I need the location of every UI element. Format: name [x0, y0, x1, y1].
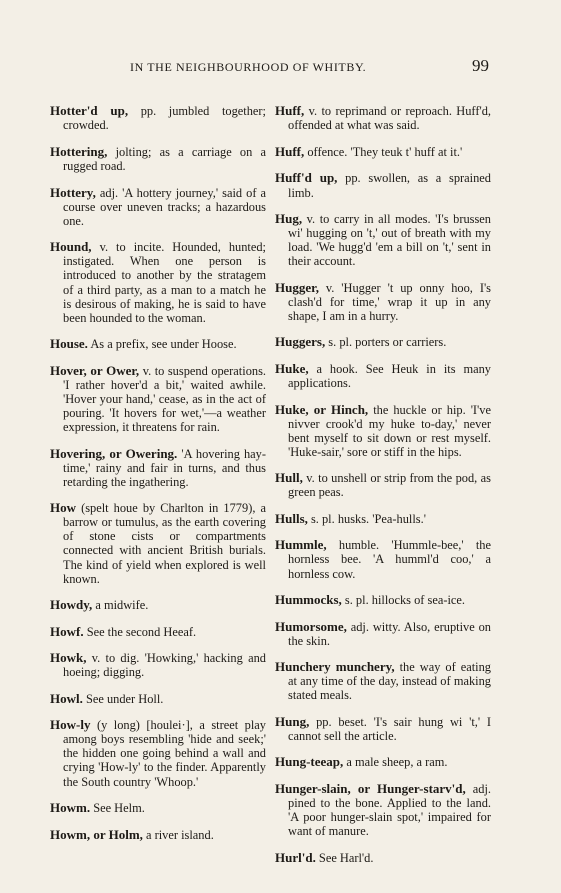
headword: Hurl'd. [275, 849, 316, 865]
definition: (spelt houe by Charlton in 1779), a barrow or tumulus, as the earth covering of stone cists or compartments connected with ancient British burials. The kind of yield when explored is well known. [63, 501, 266, 586]
dictionary-entry [275, 145, 491, 159]
dictionary-entry [50, 240, 266, 325]
definition: adj. witty. Also, eruptive on the skin. [288, 619, 491, 648]
headword: Hummle, [275, 537, 327, 553]
left-column [50, 92, 266, 845]
headword: Huggers, [275, 334, 326, 350]
headword: Huff, [275, 143, 305, 159]
headword: Hottery, [50, 184, 96, 200]
dictionary-entry [275, 335, 491, 349]
dictionary-entry [50, 501, 266, 586]
definition: the huckle or hip. 'I've nivver crook'd my huke to-day,' never bent myself to sit down or rest myself. 'Huke-sair,' sore or stiff in the hips. [288, 402, 491, 459]
dictionary-entry [50, 651, 266, 679]
headword: Huke, or Hinch, [275, 401, 369, 417]
dictionary-entry [50, 186, 266, 228]
definition: the way of eating at any time of the day, instead of making stated meals. [288, 660, 491, 703]
dictionary-entry [50, 828, 266, 842]
definition: v. to unshell or strip from the pod, as green peas. [288, 471, 491, 500]
headword: Hottering, [50, 143, 108, 159]
dictionary-entry [50, 364, 266, 434]
dictionary-entry [50, 104, 266, 132]
dictionary-entry [275, 362, 491, 390]
definition: See under Holl. [82, 691, 164, 706]
right-column [275, 92, 491, 868]
headword: Hung, [275, 713, 310, 729]
page-number: 99 [472, 56, 489, 75]
dictionary-entry [275, 512, 491, 526]
dictionary-entry [50, 337, 266, 351]
definition: a river island. [142, 827, 214, 842]
headword: How-ly [50, 717, 91, 733]
headword: Hover, or Ower, [50, 362, 140, 378]
definition: v. to reprimand or reproach. Huff'd, offended at what was said. [288, 104, 491, 133]
headword: How [50, 500, 76, 516]
dictionary-entry [275, 755, 491, 769]
headword: Huff'd up, [275, 170, 338, 186]
definition: a hook. See Heuk in its many applications. [288, 361, 491, 391]
headword: Hulls, [275, 510, 308, 526]
definition: As a prefix, see under Hoose. [87, 337, 237, 352]
headword: Howl. [50, 690, 83, 706]
definition: offence. 'They teuk t' huff at it.' [304, 144, 463, 159]
headword: Hug, [275, 211, 303, 227]
definition: humble. 'Hummle-bee,' the hornless bee. 'A humml'd coo,' a hornless cow. [288, 538, 491, 581]
definition: v. to incite. Hounded, hunted; instigated. When one person is introduced to another by the stratagem of a third party, as a man to a match he is desirous of making, he is said to have been hounded to the woman. [63, 240, 266, 325]
headword: Hunger-slain, or Hunger-starv'd, [275, 780, 466, 796]
headword: Howdy, [50, 597, 93, 613]
definition: See Harl'd. [315, 850, 374, 865]
dictionary-entry [275, 620, 491, 648]
definition: See the second Heeaf. [83, 624, 197, 639]
headword: Humorsome, [275, 618, 347, 634]
definition: s. pl. porters or carriers. [325, 335, 447, 350]
dictionary-entry [275, 403, 491, 459]
definition: See Helm. [90, 801, 145, 816]
definition: pp. beset. 'I's sair hung wi 't,' I cannot sell the article. [288, 714, 491, 743]
headword: Huke, [275, 360, 309, 376]
headword: Howk, [50, 650, 87, 666]
definition: adj. 'A hottery journey,' said of a course over uneven tracks; a hazardous one. [63, 185, 266, 228]
dictionary-entry [275, 782, 491, 838]
dictionary-entry [275, 171, 491, 199]
definition: jolting; as a carriage on a rugged road. [63, 144, 266, 174]
dictionary-entry [275, 104, 491, 132]
dictionary-entry [275, 851, 491, 865]
headword: Howm, or Holm, [50, 826, 143, 842]
dictionary-entry [50, 145, 266, 173]
definition: v. to dig. 'Howking,' hacking and hoeing; digging. [63, 651, 266, 680]
dictionary-entry [275, 538, 491, 580]
headword: Hung-teeap, [275, 754, 344, 770]
definition: (y long) [houlei·], a street play among boys resembling 'hide and seek;' the hidden one going behind a wall and crying 'How-ly' to the finder. Apparently the South country 'Whoop.' [63, 718, 266, 789]
running-header [130, 56, 489, 75]
dictionary-entry [275, 281, 491, 323]
dictionary-entry [50, 801, 266, 815]
definition: v. to suspend operations. 'I rather hover'd a bit,' waited awhile. 'Hover your hand,' cease, as in the act of pouring. 'It hovers for wet,'—a weather expression, it threatens for rain. [63, 363, 267, 435]
headword: Howm. [50, 800, 91, 816]
definition: adj. pined to the bone. Applied to the land. 'A poor hunger-slain spot,' impaired for want of manure. [288, 781, 491, 839]
dictionary-entry [50, 447, 266, 489]
definition: v. to carry in all modes. 'I's brussen wi' hugging on 't,' out of breath with my load. 'We hugg'd 'em a bill on 't,' sent in their account. [288, 212, 491, 269]
dictionary-entry [50, 598, 266, 612]
definition: 'A hovering hay-time,' rainy and fair in turns, and thus retarding the ingathering. [63, 446, 266, 489]
definition: pp. swollen, as a sprained limb. [288, 171, 491, 200]
dictionary-entry [275, 212, 491, 268]
dictionary-entry [50, 718, 266, 788]
dictionary-entry [275, 715, 491, 743]
headword: Hummocks, [275, 592, 342, 608]
definition: s. pl. hillocks of sea-ice. [341, 593, 465, 608]
definition: a male sheep, a ram. [343, 755, 448, 770]
headword: Hull, [275, 470, 303, 486]
definition: s. pl. husks. 'Pea-hulls.' [307, 511, 426, 526]
dictionary-entry [275, 471, 491, 499]
dictionary-entry [275, 593, 491, 607]
dictionary-entry [275, 660, 491, 702]
definition: a midwife. [92, 598, 149, 613]
headword: Howf. [50, 623, 84, 639]
headword: Hugger, [275, 279, 319, 295]
headword: Hunchery munchery, [275, 659, 395, 675]
running-title: IN THE NEIGHBOURHOOD OF WHITBY. [130, 60, 367, 74]
headword: Hound, [50, 239, 92, 255]
definition: pp. jumbled together; crowded. [63, 104, 266, 133]
dictionary-entry [50, 625, 266, 639]
headword: Hotter'd up, [50, 103, 129, 119]
definition: v. 'Hugger 't up onny hoo, I's clash'd for time,' wrap it up in any shape, I am in a hurry. [288, 280, 491, 323]
headword: House. [50, 336, 88, 352]
headword: Hovering, or Owering. [50, 445, 178, 461]
dictionary-entry [50, 692, 266, 706]
headword: Huff, [275, 103, 305, 119]
